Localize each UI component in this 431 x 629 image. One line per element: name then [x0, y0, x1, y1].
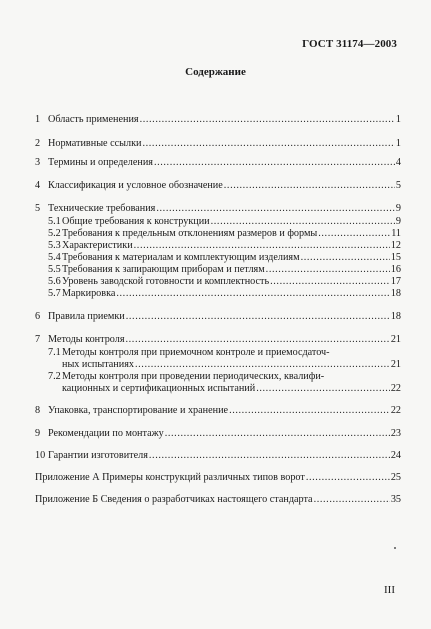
toc-entry-page: 21	[390, 359, 401, 370]
toc-leader	[126, 311, 390, 323]
toc-entry-text-continued: кационных и сертификационных испытаний	[62, 383, 256, 394]
footer-page-number: III	[384, 584, 395, 596]
toc-leader	[211, 216, 395, 228]
toc-entry-text: Методы контроля при проведении периодических, квалифи-	[62, 371, 325, 382]
toc-entry-number: 5.3	[48, 240, 61, 251]
toc-leader	[126, 334, 390, 346]
toc-entry-page: 25	[390, 472, 401, 483]
toc-entry-text: Характеристики	[62, 240, 133, 251]
toc-entry-number: 5.4	[48, 252, 61, 263]
toc-entry-text: Приложение А Примеры конструкций различных типов ворот	[35, 472, 305, 483]
toc-leader	[154, 157, 395, 169]
toc-entry-number: 8	[35, 405, 41, 416]
toc-entry-page: 22	[390, 383, 401, 394]
toc-entry-continuation	[62, 383, 401, 395]
toc-entry-number: 5.1	[48, 216, 61, 227]
toc-entry	[48, 288, 401, 300]
toc-entry-page: 18	[390, 311, 401, 322]
toc-leader	[270, 276, 390, 288]
toc-entry	[35, 334, 401, 346]
toc-entry-text: Маркировка	[62, 288, 116, 299]
toc-entry-text: Методы контроля при приемочном контроле и приемосдаточ-	[62, 347, 330, 358]
scan-speck	[394, 547, 396, 549]
toc-entry-text: Термины и определения	[48, 157, 153, 168]
toc-entry-text: Гарантии изготовителя	[48, 450, 148, 461]
toc-entry	[35, 472, 401, 484]
toc-entry	[35, 138, 401, 150]
toc-leader	[116, 288, 389, 300]
toc-entry	[48, 276, 401, 288]
toc-entry-text: Требования к предельным отклонениям размеров и формы	[62, 228, 318, 239]
toc-entry-page: 21	[390, 334, 401, 345]
toc-leader	[165, 428, 390, 440]
toc-leader	[142, 138, 394, 150]
toc-leader	[149, 450, 390, 462]
toc-entry	[48, 252, 401, 264]
toc-entry	[35, 311, 401, 323]
toc-entry-page: 15	[390, 252, 401, 263]
toc-leader	[224, 180, 395, 192]
toc-entry	[35, 114, 401, 126]
toc-entry-text: Область применения	[48, 114, 139, 125]
toc-entry-number: 3	[35, 157, 41, 168]
toc-entry-text: Упаковка, транспортирование и хранение	[48, 405, 229, 416]
toc-entry-page: 9	[395, 216, 401, 227]
page-title: Содержание	[185, 66, 246, 78]
toc-leader	[314, 494, 390, 506]
toc-entry	[35, 428, 401, 440]
toc-entry-number: 5.5	[48, 264, 61, 275]
toc-entry-number: 1	[35, 114, 41, 125]
toc-entry-number: 9	[35, 428, 41, 439]
toc-entry	[35, 203, 401, 215]
toc-entry-page: 17	[390, 276, 401, 287]
toc-entry	[48, 228, 401, 240]
toc-entry-text: Правила приемки	[48, 311, 125, 322]
toc-entry-text: Общие требования к конструкции	[62, 216, 210, 227]
toc-entry-text-continued: ных испытаниях	[62, 359, 134, 370]
toc-entry-number: 5.7	[48, 288, 61, 299]
toc-entry-text: Технические требования	[48, 203, 156, 214]
toc-leader	[135, 359, 390, 371]
toc-leader	[266, 264, 390, 276]
toc-entry-number: 5.6	[48, 276, 61, 287]
toc-entry-number: 7.2	[48, 371, 61, 382]
toc-entry-number: 7.1	[48, 347, 61, 358]
toc-entry-page: 5	[395, 180, 401, 191]
toc-entry-page: 23	[390, 428, 401, 439]
toc-entry-text: Рекомендации по монтажу	[48, 428, 164, 439]
toc-entry-page: 1	[395, 114, 401, 125]
toc-entry	[35, 405, 401, 417]
toc-entry-number: 5.2	[48, 228, 61, 239]
toc-entry-page: 4	[395, 157, 401, 168]
toc-entry-text: Уровень заводской готовности и комплектность	[62, 276, 270, 287]
toc-entry-page: 11	[391, 228, 401, 239]
toc-entry	[48, 371, 324, 383]
toc-leader	[301, 252, 390, 264]
toc-entry-page: 22	[390, 405, 401, 416]
toc-entry-number: 6	[35, 311, 41, 322]
toc-entry-text: Нормативные ссылки	[48, 138, 142, 149]
toc-entry-page: 24	[390, 450, 401, 461]
toc-entry-number: 10	[35, 450, 46, 461]
toc-entry-text: Классификация и условное обозначение	[48, 180, 223, 191]
toc-entry-text: Требования к запирающим приборам и петлям	[62, 264, 265, 275]
toc-entry-page: 12	[390, 240, 401, 251]
toc-entry-text: Требования к материалам и комплектующим изделиям	[62, 252, 300, 263]
toc-entry-page: 9	[395, 203, 401, 214]
toc-entry-page: 16	[390, 264, 401, 275]
toc-leader	[256, 383, 390, 395]
toc-entry	[35, 180, 401, 192]
toc-leader	[140, 114, 395, 126]
toc-entry-number: 7	[35, 334, 41, 345]
toc-entry	[48, 216, 401, 228]
toc-entry-text: Методы контроля	[48, 334, 125, 345]
toc-entry-page: 35	[390, 494, 401, 505]
toc-entry-page: 18	[390, 288, 401, 299]
toc-entry	[35, 494, 401, 506]
toc-leader	[134, 240, 390, 252]
toc-leader	[156, 203, 395, 215]
toc-entry	[48, 264, 401, 276]
toc-entry-number: 2	[35, 138, 41, 149]
toc-entry-number: 4	[35, 180, 41, 191]
toc-leader	[306, 472, 390, 484]
toc-leader	[229, 405, 390, 417]
toc-entry-text: Приложение Б Сведения о разработчиках настоящего стандарта	[35, 494, 313, 505]
toc-entry-page: 1	[395, 138, 401, 149]
toc-entry	[35, 157, 401, 169]
toc-entry	[35, 450, 401, 462]
toc-entry	[48, 240, 401, 252]
toc-leader	[318, 228, 390, 240]
toc-entry-number: 5	[35, 203, 41, 214]
header-standard: ГОСТ 31174—2003	[302, 38, 397, 50]
toc-entry	[48, 347, 330, 359]
toc-entry-continuation	[62, 359, 401, 371]
